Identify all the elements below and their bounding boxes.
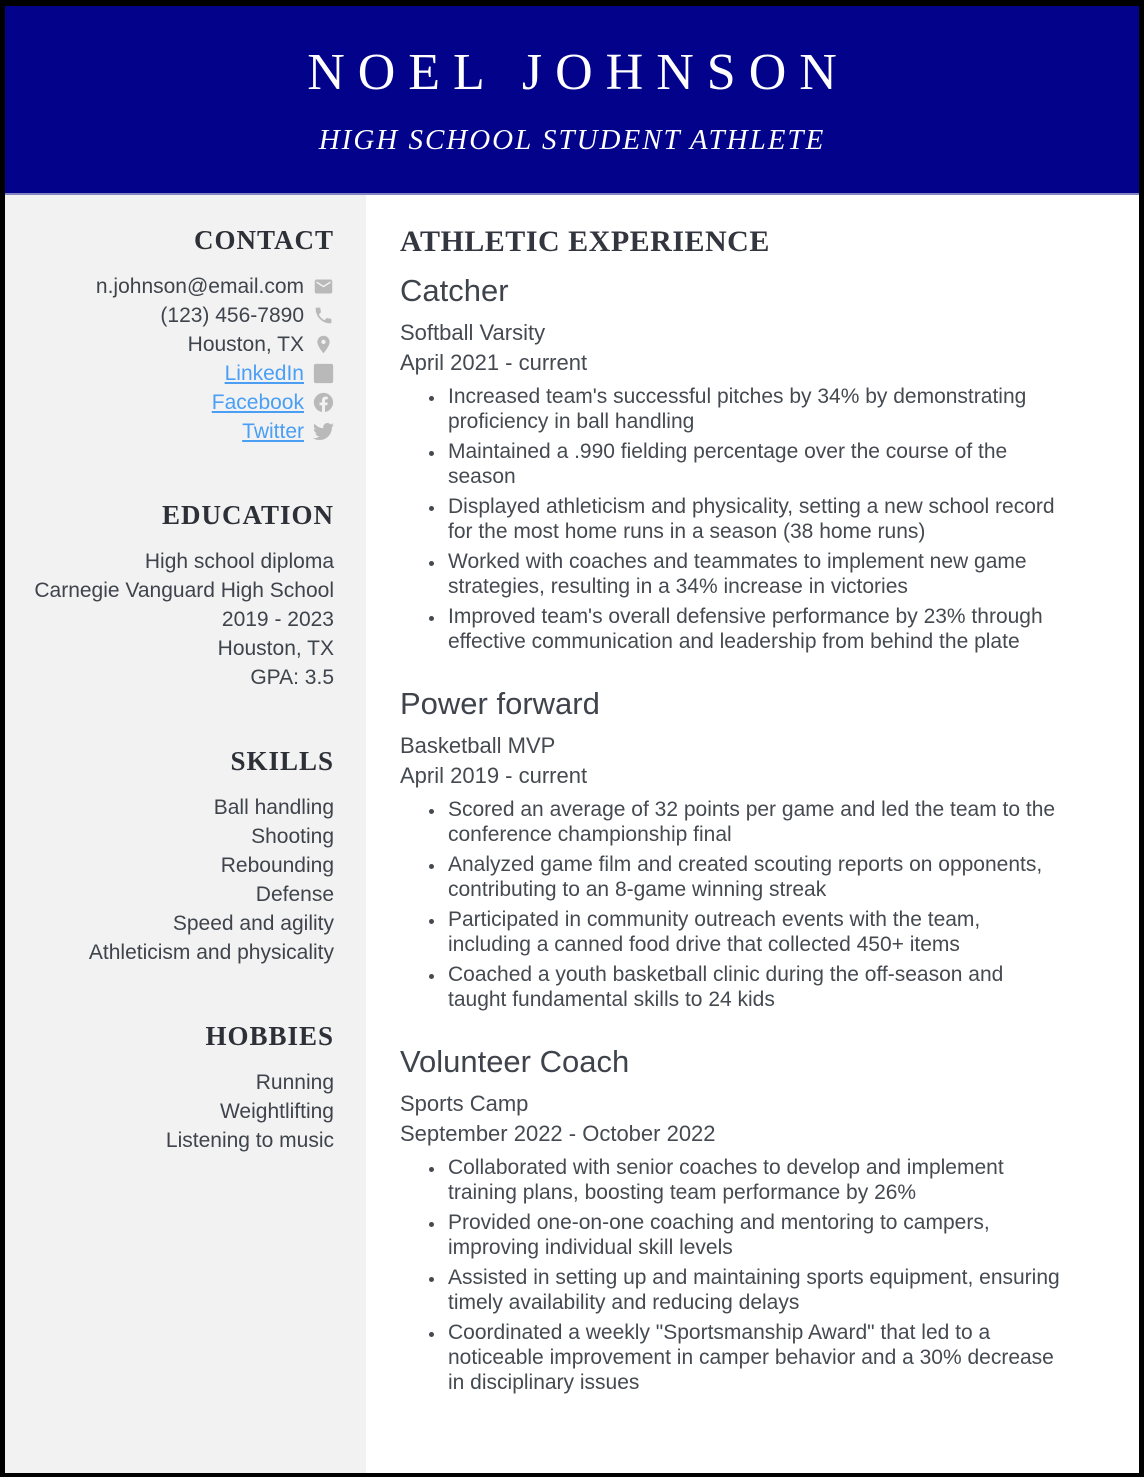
- contact-section: [15, 225, 334, 446]
- job-bullet: • Increased team's successful pitches by 34% by demonstrating proficiency in ball handling: [446, 384, 1063, 434]
- job-dates: April 2019 - current: [400, 763, 588, 788]
- education-heading: EDUCATION: [161, 500, 334, 530]
- job-title: Catcher: [400, 273, 509, 308]
- skills-heading: SKILLS: [230, 746, 334, 776]
- facebook-icon: [313, 392, 334, 413]
- contact-row-twitter: [15, 417, 334, 446]
- job-bullet: • Analyzed game film and created scouting reports on opponents, contributing to an 8-game winning streak: [446, 852, 1063, 902]
- email-value: n.johnson@email.com: [95, 274, 304, 298]
- resume-page: [5, 6, 1139, 1473]
- contact-row-facebook: [15, 388, 334, 417]
- job-bullet: • Scored an average of 32 points per game and led the team to the conference championship final: [446, 797, 1063, 847]
- skills-section: [15, 746, 334, 967]
- job-bullet-list: [400, 1155, 1063, 1395]
- education-gpa: GPA: 3.5: [250, 666, 334, 689]
- twitter-link[interactable]: Twitter: [242, 419, 304, 443]
- envelope-icon: [313, 276, 334, 297]
- hobby-item: Running: [255, 1071, 334, 1094]
- skill-item: Speed and agility: [172, 912, 334, 935]
- job-bullet: • Assisted in setting up and maintaining sports equipment, ensuring timely availability and reducing delays: [446, 1265, 1063, 1315]
- job-bullet: • Coordinated a weekly "Sportsmanship Award" that led to a noticeable improvement in camper behavior and a 30% decrease in disciplinary issues: [446, 1320, 1063, 1395]
- contact-row-email: [15, 272, 334, 301]
- phone-value: (123) 456-7890: [160, 303, 304, 327]
- job-bullet: • Displayed athleticism and physicality, setting a new school record for the most home runs in a season (38 home runs): [446, 494, 1063, 544]
- hobby-item: Listening to music: [165, 1129, 334, 1152]
- main-column: [366, 195, 1139, 1473]
- job-organization: Softball Varsity: [400, 320, 546, 345]
- candidate-title: HIGH SCHOOL STUDENT ATHLETE: [318, 123, 826, 156]
- contact-row-phone: [15, 301, 334, 330]
- header-band: [5, 6, 1139, 195]
- hobbies-section: [15, 1021, 334, 1155]
- job-bullet-list: [400, 797, 1063, 1012]
- hobbies-heading: HOBBIES: [205, 1021, 334, 1051]
- location-pin-icon: [313, 334, 334, 355]
- contact-row-linkedin: [15, 359, 334, 388]
- linkedin-icon: [313, 363, 334, 384]
- job-bullet: • Participated in community outreach events with the team, including a canned food drive that collected 450+ items: [446, 907, 1063, 957]
- job-bullet: • Improved team's overall defensive performance by 23% through effective communication and leadership from behind the plate: [446, 604, 1063, 654]
- job-title: Power forward: [400, 686, 600, 721]
- job-bullet: • Coached a youth basketball clinic during the off-season and taught fundamental skills to 24 kids: [446, 962, 1063, 1012]
- job-bullet: • Worked with coaches and teammates to implement new game strategies, resulting in a 34% increase in victories: [446, 549, 1063, 599]
- education-dates: 2019 - 2023: [221, 608, 334, 631]
- phone-icon: [313, 305, 334, 326]
- job-bullet: • Maintained a .990 fielding percentage over the course of the season: [446, 439, 1063, 489]
- job-title: Volunteer Coach: [400, 1044, 630, 1079]
- job-organization: Sports Camp: [400, 1091, 529, 1116]
- candidate-name: NOEL JOHNSON: [307, 43, 850, 101]
- contact-heading: CONTACT: [193, 225, 334, 255]
- education-school: Carnegie Vanguard High School: [34, 579, 334, 602]
- location-value: Houston, TX: [187, 332, 304, 356]
- twitter-icon: [313, 421, 334, 442]
- job-section-volunteer-coach: [400, 1044, 1063, 1395]
- job-dates: April 2021 - current: [400, 350, 588, 375]
- education-degree: High school diploma: [144, 550, 334, 573]
- job-organization: Basketball MVP: [400, 733, 556, 758]
- skill-item: Ball handling: [213, 796, 334, 819]
- experience-heading: ATHLETIC EXPERIENCE: [400, 225, 770, 258]
- contact-row-location: [15, 330, 334, 359]
- job-bullet: • Collaborated with senior coaches to develop and implement training plans, boosting team performance by 26%: [446, 1155, 1063, 1205]
- job-dates: September 2022 - October 2022: [400, 1121, 716, 1146]
- job-section-power-forward: [400, 686, 1063, 1012]
- sidebar: [5, 195, 366, 1473]
- body-columns: [5, 195, 1139, 1473]
- job-bullet: • Provided one-on-one coaching and mentoring to campers, improving individual skill levels: [446, 1210, 1063, 1260]
- skill-item: Shooting: [251, 825, 334, 848]
- education-location: Houston, TX: [217, 637, 334, 660]
- job-section-catcher: [400, 273, 1063, 654]
- skill-item: Defense: [255, 883, 334, 906]
- hobby-item: Weightlifting: [219, 1100, 334, 1123]
- skill-item: Rebounding: [220, 854, 334, 877]
- job-bullet-list: [400, 384, 1063, 654]
- facebook-link[interactable]: Facebook: [211, 390, 304, 414]
- linkedin-link[interactable]: LinkedIn: [224, 361, 304, 385]
- skill-item: Athleticism and physicality: [88, 941, 334, 964]
- education-section: [15, 500, 334, 692]
